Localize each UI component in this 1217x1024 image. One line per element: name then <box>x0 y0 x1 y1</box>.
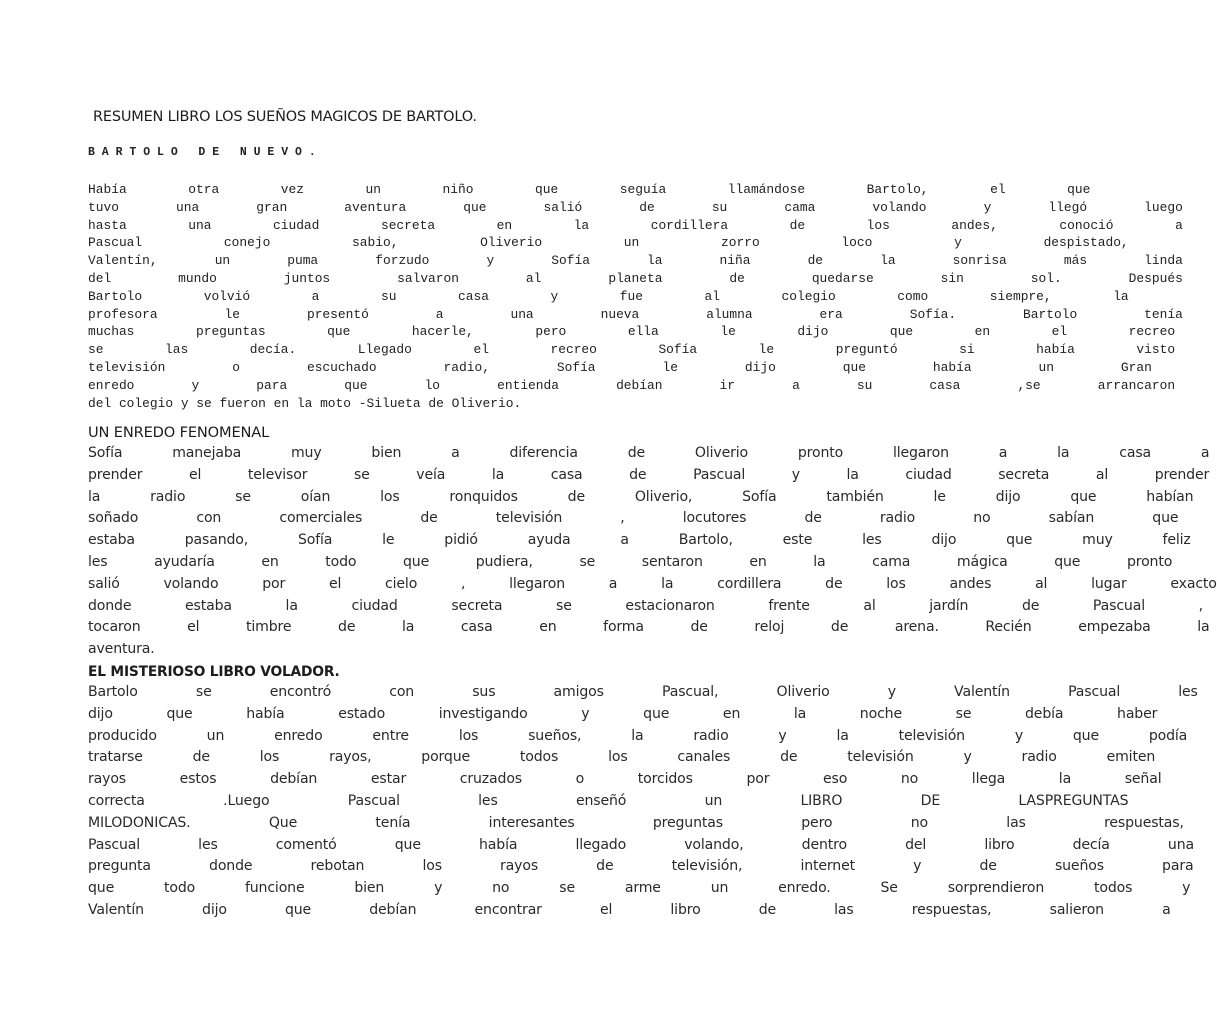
text-line: aventura. <box>88 641 155 658</box>
section-heading: UN ENREDO FENOMENAL <box>88 424 270 441</box>
text-line: la radio se oían los ronquidos de Oliverio, Sofía también le dijo que habían <box>88 488 1194 505</box>
text-line: rayos estos debían estar cruzados o torcidos por eso no llega la señal <box>88 771 1162 788</box>
text-line: Valentín, un puma forzudo y Sofía la niña de la sonrisa más linda <box>88 253 1183 269</box>
section-heading: EL MISTERIOSO LIBRO VOLADOR. <box>88 664 340 680</box>
text-line: profesora le presentó a una nueva alumna era Sofía. Bartolo tenía <box>88 306 1183 322</box>
document-title: RESUMEN LIBRO LOS SUEÑOS MAGICOS DE BARTOLO. <box>93 109 477 125</box>
text-line: estaba pasando, Sofía le pidió ayuda a Bartolo, este les dijo que muy feliz <box>88 532 1191 549</box>
text-line: pregunta donde rebotan los rayos de televisión, internet y de sueños para <box>88 858 1194 875</box>
section-un-enredo-fenomenal <box>88 423 1217 661</box>
text-line: Sofía manejaba muy bien a diferencia de Oliverio pronto llegaron a la casa a <box>88 445 1210 461</box>
text-line: Valentín dijo que debían encontrar el libro de las respuestas, salieron a <box>88 901 1171 918</box>
text-line: tocaron el timbre de la casa en forma de reloj de arena. Recién empezaba la <box>88 619 1210 636</box>
text-line: del colegio y se fueron en la moto -Silueta de Oliverio. <box>88 395 522 411</box>
text-line: televisión o escuchado radio, Sofía le dijo que había un Gran <box>88 359 1152 375</box>
text-line: correcta .Luego Pascual les enseñó un LIBRO DE LASPREGUNTAS <box>88 792 1129 809</box>
text-line: del mundo juntos salvaron al planeta de quedarse sin sol. Después <box>88 270 1183 286</box>
section-el-misterioso-libro-volador <box>88 662 1198 922</box>
text-line: Pascual les comentó que había llegado volando, dentro del libro decía una <box>88 836 1194 853</box>
text-line: Había otra vez un niño que seguía llamándose Bartolo, el que <box>88 182 1091 197</box>
text-line: dijo que había estado investigando y que en la noche se debía haber <box>88 705 1158 722</box>
text-line: donde estaba la ciudad secreta se estacionaron frente al jardín de Pascual , <box>88 597 1203 614</box>
text-line: prender el televisor se veía la casa de Pascual y la ciudad secreta al prender <box>88 466 1210 483</box>
text-line: hasta una ciudad secreta en la cordillera de los andes, conoció a <box>88 217 1183 233</box>
text-line: Bartolo se encontró con sus amigos Pascual, Oliverio y Valentín Pascual les <box>88 684 1198 700</box>
text-line: Pascual conejo sabio, Oliverio un zorro loco y despistado, <box>88 235 1129 251</box>
text-line: producido un enredo entre los sueños, la radio y la televisión y que podía <box>88 727 1188 744</box>
text-line: muchas preguntas que hacerle, pero ella le dijo que en el recreo <box>88 324 1176 340</box>
chapter-title: B A R T O L O D E N U E V O . <box>88 146 316 159</box>
text-line: MILODONICAS. Que tenía interesantes preguntas pero no las respuestas, <box>88 814 1184 831</box>
text-line: salió volando por el cielo , llegaron a la cordillera de los andes al lugar exacto <box>88 575 1217 592</box>
intro-paragraph <box>88 181 1183 412</box>
text-line: tratarse de los rayos, porque todos los canales de televisión y radio emiten <box>88 749 1156 766</box>
text-line: se las decía. Llegado el recreo Sofía le preguntó si había visto <box>88 342 1176 358</box>
text-line: tuvo una gran aventura que salió de su cama volando y llegó luego <box>88 199 1183 215</box>
text-line: Bartolo volvió a su casa y fue al colegio como siempre, la <box>88 288 1129 304</box>
text-line: soñado con comerciales de televisión , locutores de radio no sabían que <box>88 510 1179 527</box>
text-line: enredo y para que lo entienda debían ir a su casa ,se arrancaron <box>88 377 1176 393</box>
text-line: que todo funcione bien y no se arme un enredo. Se sorprendieron todos y <box>88 880 1191 897</box>
text-line: les ayudaría en todo que pudiera, se sentaron en la cama mágica que pronto <box>88 553 1173 570</box>
